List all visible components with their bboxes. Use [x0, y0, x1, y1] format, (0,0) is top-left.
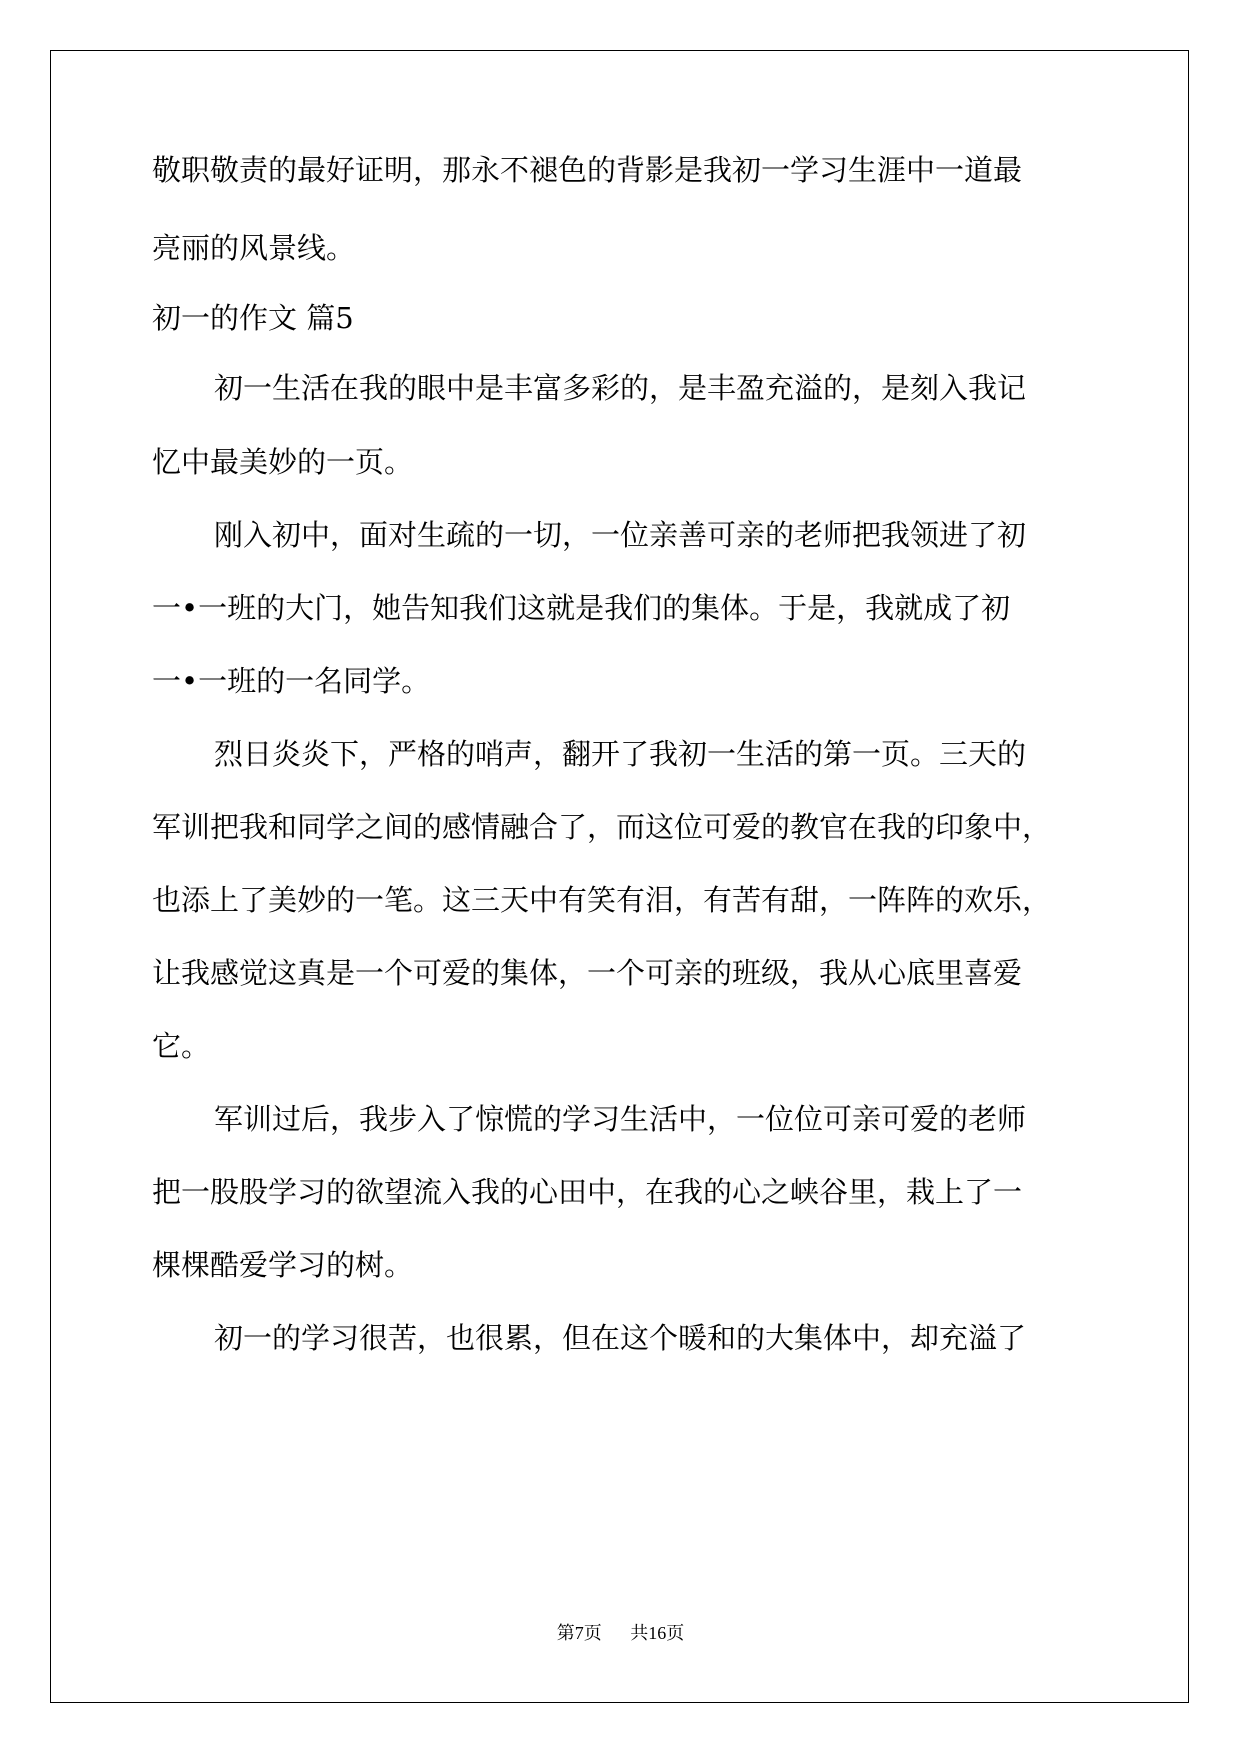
paragraph-line: 一•一班的一名同学。	[152, 664, 431, 698]
paragraph-line: 它。	[152, 1029, 211, 1063]
paragraph-line: 也添上了美妙的一笔。这三天中有笑有泪，有苦有甜，一阵阵的欢乐，	[152, 883, 1052, 917]
paragraph-line: 军训过后，我步入了惊慌的学习生活中，一位位可亲可爱的老师	[214, 1102, 1027, 1136]
paragraph-line: 初一的学习很苦，也很累，但在这个暖和的大集体中，却充溢了	[214, 1321, 1027, 1355]
paragraph-line: 棵棵酷爱学习的树。	[152, 1248, 414, 1282]
page-total: 共16页	[630, 1623, 685, 1643]
paragraph-line: 军训把我和同学之间的感情融合了，而这位可爱的教官在我的印象中，	[152, 810, 1052, 844]
paragraph-line: 敬职敬责的最好证明，那永不褪色的背影是我初一学习生涯中一道最	[152, 153, 1023, 187]
paragraph-line: 初一生活在我的眼中是丰富多彩的，是丰盈充溢的，是刻入我记	[214, 371, 1027, 405]
paragraph-line: 烈日炎炎下，严格的哨声，翻开了我初一生活的第一页。三天的	[214, 737, 1027, 771]
paragraph-line: 一•一班的大门，她告知我们这就是我们的集体。于是，我就成了初	[152, 591, 1011, 625]
paragraph-line: 把一股股学习的欲望流入我的心田中，在我的心之峡谷里，栽上了一	[152, 1175, 1023, 1209]
paragraph-line: 让我感觉这真是一个可爱的集体，一个可亲的班级，我从心底里喜爱	[152, 956, 1023, 990]
page-number: 第7页	[556, 1623, 602, 1643]
page-footer	[0, 1619, 1241, 1645]
page-border	[50, 50, 1189, 1703]
section-heading: 初一的作文 篇5	[152, 301, 354, 335]
paragraph-line: 忆中最美妙的一页。	[152, 445, 414, 479]
paragraph-line: 亮丽的风景线。	[152, 231, 356, 265]
paragraph-line: 刚入初中，面对生疏的一切，一位亲善可亲的老师把我领进了初	[214, 518, 1027, 552]
